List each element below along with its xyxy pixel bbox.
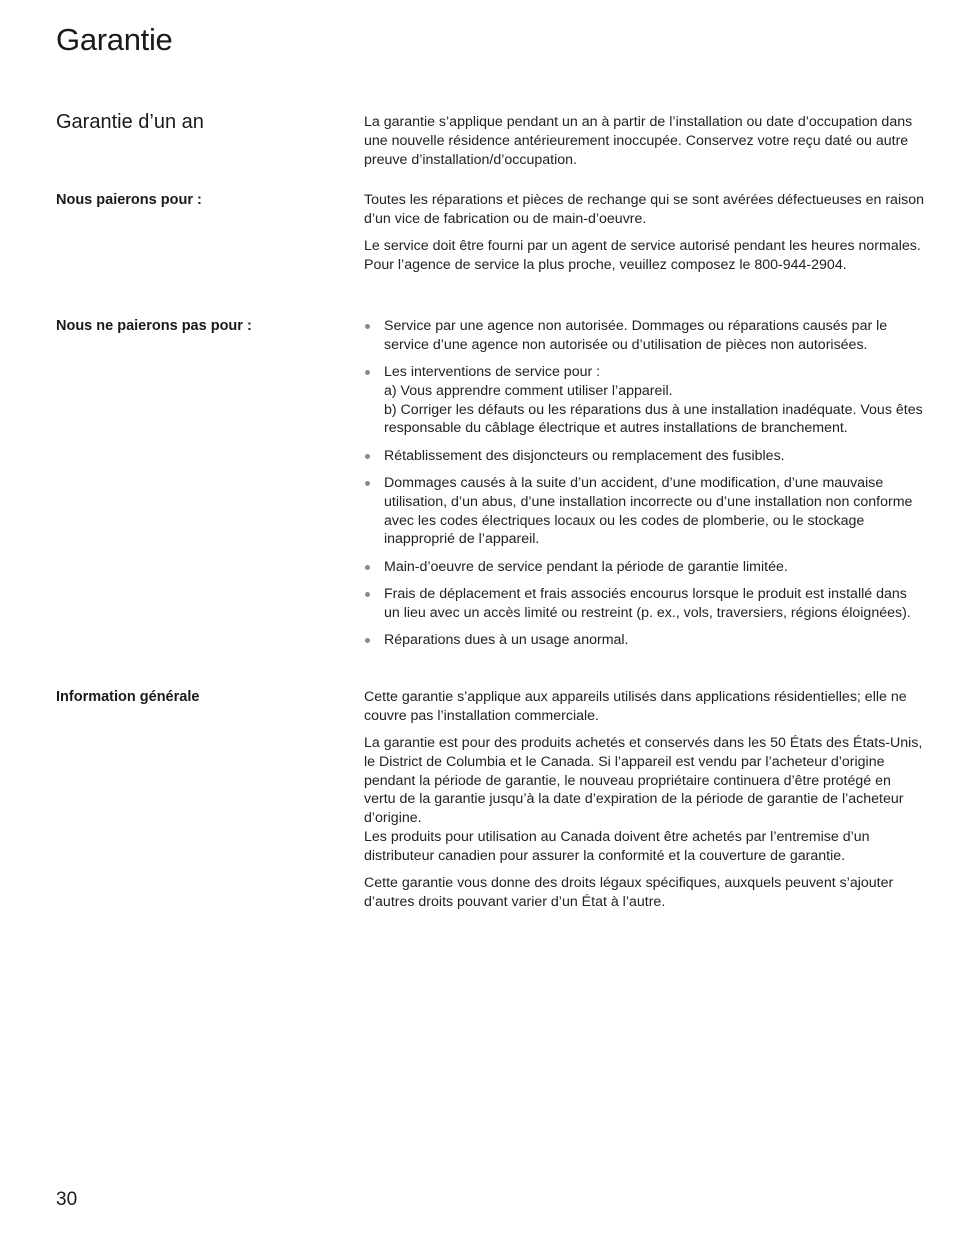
section-heading-we-dont-pay: Nous ne paierons pas pour :: [56, 318, 252, 334]
list-item-text: Dommages causés à la suite d’un accident, d’une modification, d’une mauvaise utilisation, d’un abus, d’une installation incorrecte ou d’une installation non conforme avec les codes électriques locaux ou les codes de plomberie, ou le stockage inapproprié de l’appareil.: [384, 475, 913, 548]
general-paragraph-2-part-b: Les produits pour utilisation au Canada doivent être achetés par l’entremise d’un distributeur canadien pour assurer la conformité et la couverture de garantie.: [364, 829, 870, 864]
general-paragraph-1: Cette garantie s’applique aux appareils utilisés dans applications résidentielles; elle ne couvre pas l’installation commerciale.: [364, 689, 907, 724]
bullet-icon: [365, 565, 370, 570]
list-item-text: Les interventions de service pour :: [384, 364, 601, 381]
bullet-icon: [365, 638, 370, 643]
general-paragraph-3: Cette garantie vous donne des droits légaux spécifiques, auxquels peuvent s’ajouter d’autres droits pouvant varier d’un État à l’autre.: [364, 875, 894, 910]
page-number: 30: [56, 1189, 78, 1210]
one-year-paragraph: La garantie s’applique pendant un an à partir de l’installation ou date d’occupation dans une nouvelle résidence antérieurement inoccupée. Conservez votre reçu daté ou autre preuve d’installation/d’occupation.: [364, 114, 913, 168]
exclusions-list: [364, 317, 924, 650]
list-item-text: Réparations dues à un usage anormal.: [384, 632, 629, 649]
list-item: [364, 631, 924, 650]
list-item: [364, 317, 924, 355]
list-item-text: Frais de déplacement et frais associés encourus lorsque le produit est installé dans un lieu avec un accès limité ou restreint (p. ex., vols, traversiers, régions éloignées).: [384, 586, 911, 621]
list-subitem-a: a) Vous apprendre comment utiliser l’appareil.: [384, 382, 673, 399]
bullet-icon: [365, 481, 370, 486]
section-heading-we-pay: Nous paierons pour :: [56, 192, 202, 208]
list-item: [364, 474, 924, 549]
bullet-icon: [365, 324, 370, 329]
general-paragraph-2: [364, 734, 924, 866]
list-item: [364, 585, 924, 623]
list-item: [364, 363, 924, 438]
page-title: Garantie: [56, 22, 173, 57]
section-heading-one-year: Garantie d’un an: [56, 111, 204, 133]
section-content-we-dont-pay: [364, 317, 924, 658]
bullet-icon: [365, 592, 370, 597]
we-pay-paragraph-2: Le service doit être fourni par un agent de service autorisé pendant les heures normales. Pour l’agence de service la plus proche, veuillez composez le 800-944-2904.: [364, 238, 921, 273]
section-content-we-pay: [364, 191, 924, 283]
list-item-text: Main-d’oeuvre de service pendant la période de garantie limitée.: [384, 558, 788, 575]
list-item: [364, 447, 924, 466]
bullet-icon: [365, 454, 370, 459]
list-subitem-b: b) Corriger les défauts ou les réparations dus à une installation inadéquate. Vous êtes responsable du câblage électrique et autres installations de branchement.: [384, 401, 923, 437]
list-item-text: Service par une agence non autorisée. Dommages ou réparations causés par le service d’une agence non autorisée ou d’utilisation de pièces non autorisées.: [384, 318, 888, 353]
we-pay-paragraph-1: Toutes les réparations et pièces de rechange qui se sont avérées défectueuses en raison d’un vice de fabrication ou de main-d’oeuvre.: [364, 192, 924, 227]
section-heading-general: Information générale: [56, 689, 200, 705]
list-item-text: Rétablissement des disjoncteurs ou remplacement des fusibles.: [384, 447, 785, 464]
general-paragraph-2-part-a: La garantie est pour des produits achetés et conservés dans les 50 États des États-Unis, le District de Columbia et le Canada. Si l’appareil est vendu par l’acheteur d’origine pendant la période de garantie, le nouveau propriétaire continuera d’être protégé en vertu de la garantie jusqu’à la date d’expiration de la période de garantie de l’acheteur d’origine.: [364, 735, 923, 827]
section-content-general: [364, 688, 924, 920]
list-item: [364, 558, 924, 577]
bullet-icon: [365, 370, 370, 375]
section-content-one-year: [364, 113, 924, 178]
